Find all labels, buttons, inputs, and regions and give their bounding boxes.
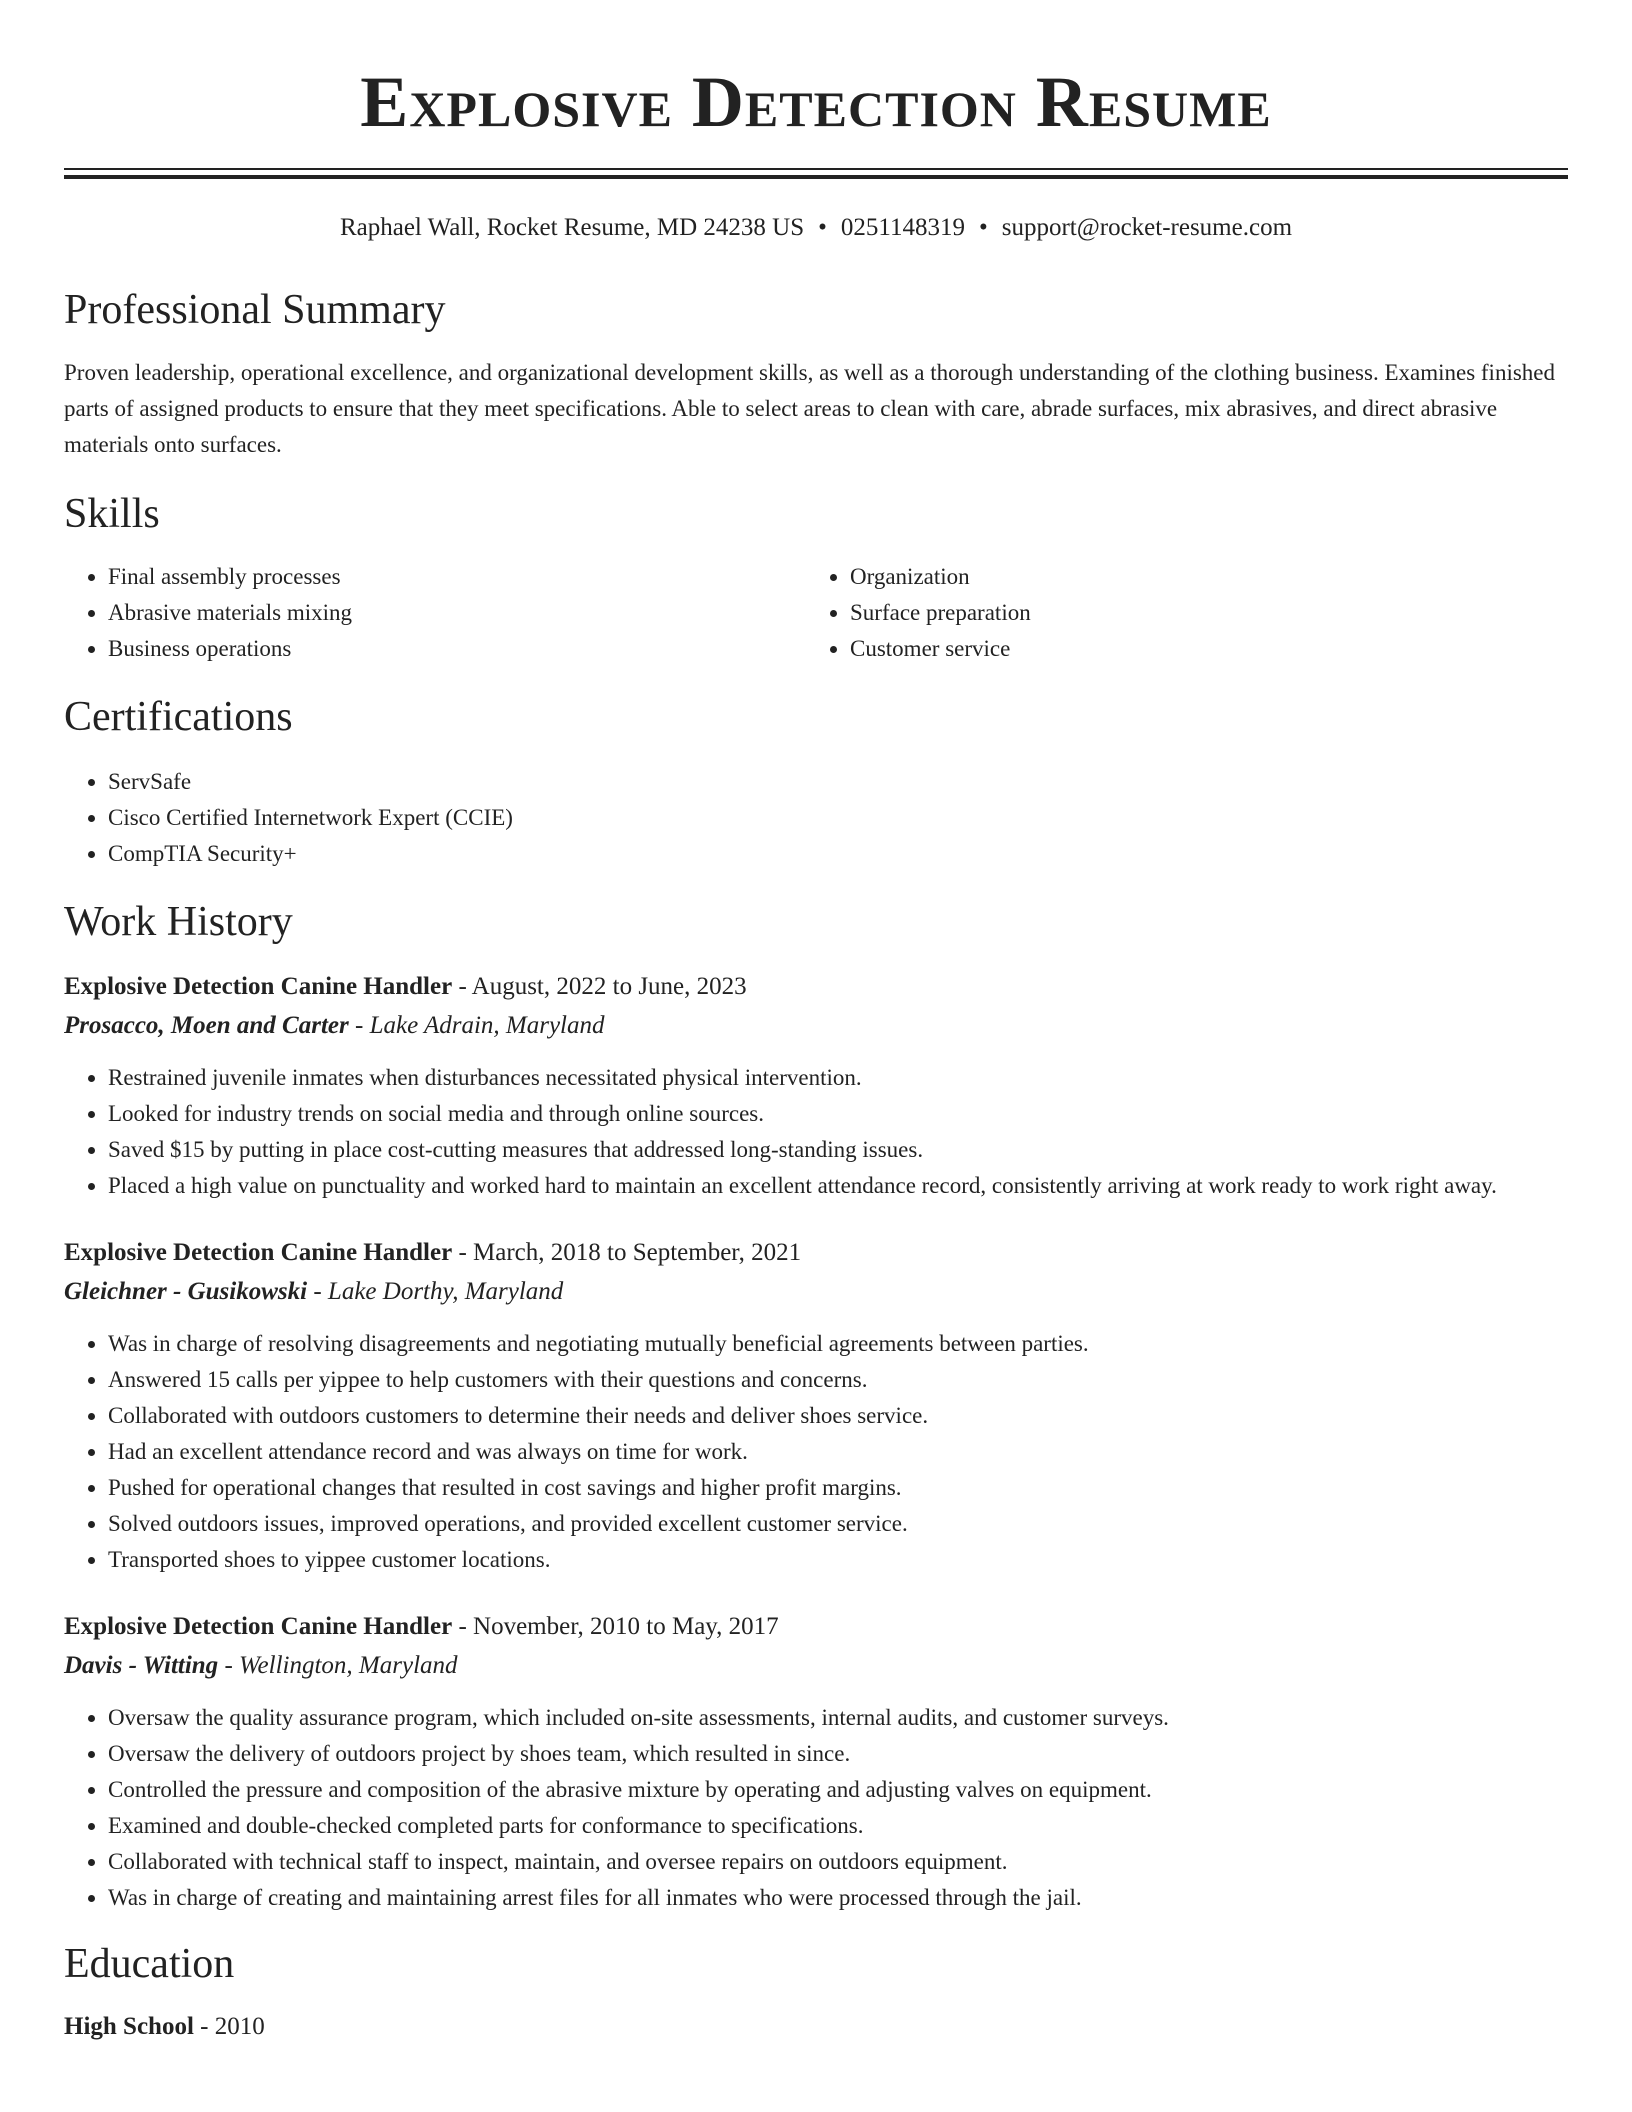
education-entry <box>64 2010 1568 2044</box>
skill-item: • Final assembly processes <box>108 559 806 595</box>
title-divider-thick <box>64 175 1568 179</box>
job-bullet: • Saved $15 by putting in place cost-cutting measures that addressed long-standing issues. <box>108 1132 1568 1168</box>
job-bullet: • Collaborated with outdoors customers to determine their needs and deliver shoes service. <box>108 1398 1568 1434</box>
contact-phone: 0251148319 <box>840 214 965 241</box>
certification-item: • Cisco Certified Internetwork Expert (CCIE) <box>108 800 1568 836</box>
education-degree: High School <box>64 2013 194 2040</box>
job-title-line <box>64 1234 1568 1272</box>
job-entry <box>64 968 1568 1204</box>
job-company: Davis - Witting <box>64 1652 219 1679</box>
job-location: Wellington, Maryland <box>239 1652 458 1679</box>
job-bullet: • Collaborated with technical staff to inspect, maintain, and oversee repairs on outdoors equipment. <box>108 1844 1568 1880</box>
contact-separator: • <box>818 214 827 241</box>
skills-heading: Skills <box>64 491 160 537</box>
job-title-line <box>64 968 1568 1006</box>
job-entry <box>64 1608 1568 1916</box>
skill-item: • Surface preparation <box>850 595 1548 631</box>
job-bullet: • Transported shoes to yippee customer locations. <box>108 1542 1568 1578</box>
job-bullet: • Answered 15 calls per yippee to help customers with their questions and concerns. <box>108 1362 1568 1398</box>
education-year: 2010 <box>214 2013 265 2040</box>
skill-item: • Customer service <box>850 631 1548 667</box>
title-divider-thin <box>64 168 1568 170</box>
education-heading: Education <box>64 1941 235 1987</box>
summary-heading: Professional Summary <box>64 287 446 333</box>
job-bullets <box>64 1060 1568 1204</box>
skills-list-left <box>64 559 806 667</box>
resume-page <box>64 0 1568 2044</box>
job-bullet: • Restrained juvenile inmates when disturbances necessitated physical intervention. <box>108 1060 1568 1096</box>
skill-item: • Business operations <box>108 631 806 667</box>
skills-column-left <box>64 559 806 667</box>
job-bullet: • Oversaw the delivery of outdoors project by shoes team, which resulted in since. <box>108 1736 1568 1772</box>
contact-address: Raphael Wall, Rocket Resume, MD 24238 US <box>339 214 805 241</box>
job-bullets <box>64 1700 1568 1916</box>
job-bullet: • Pushed for operational changes that resulted in cost savings and higher profit margins. <box>108 1470 1568 1506</box>
job-bullets <box>64 1326 1568 1578</box>
job-dash: - <box>224 1652 233 1679</box>
job-bullet: • Solved outdoors issues, improved operations, and provided excellent customer service. <box>108 1506 1568 1542</box>
resume-title: Explosive Detection Resume <box>360 62 1272 142</box>
skill-item: • Abrasive materials mixing <box>108 595 806 631</box>
job-dash: - <box>458 1239 467 1266</box>
job-company: Gleichner - Gusikowski <box>64 1278 308 1305</box>
job-dash: - <box>458 1613 467 1640</box>
job-title-line <box>64 1608 1568 1646</box>
certification-item: • ServSafe <box>108 764 1568 800</box>
job-bullet: • Had an excellent attendance record and was always on time for work. <box>108 1434 1568 1470</box>
certifications-list <box>64 764 1568 872</box>
job-bullet: • Oversaw the quality assurance program, which included on-site assessments, internal audits, and customer surveys. <box>108 1700 1568 1736</box>
contact-separator: • <box>978 214 988 241</box>
job-company-line <box>64 1646 1568 1686</box>
job-location: Lake Adrain, Maryland <box>369 1012 605 1039</box>
certification-item: • CompTIA Security+ <box>108 836 1568 872</box>
job-company-line <box>64 1006 1568 1046</box>
job-company: Prosacco, Moen and Carter <box>64 1012 349 1039</box>
skills-list-right <box>806 559 1548 667</box>
job-role: Explosive Detection Canine Handler <box>64 1613 453 1640</box>
skills-grid <box>64 559 1568 667</box>
job-bullet: • Looked for industry trends on social media and through online sources. <box>108 1096 1568 1132</box>
job-bullet: • Was in charge of creating and maintaining arrest files for all inmates who were processed through the jail. <box>108 1880 1568 1916</box>
skills-column-right <box>806 559 1548 667</box>
summary-text: Proven leadership, operational excellence, and organizational development skills, as well as a thorough understanding of the clothing business. Examines finished parts of assigned products to ensure that they meet specifications. Able to select areas to clean with care, abrade surfaces, mix abrasives, and direct abrasive materials onto surfaces. <box>64 360 1555 457</box>
education-dash: - <box>200 2013 209 2040</box>
job-dates: March, 2018 to September, 2021 <box>473 1239 802 1266</box>
work-history-heading: Work History <box>64 899 293 945</box>
job-dash: - <box>313 1278 322 1305</box>
job-dash: - <box>458 973 467 1000</box>
job-dates: August, 2022 to June, 2023 <box>471 973 747 1000</box>
skill-item: • Organization <box>850 559 1548 595</box>
contact-email: support@rocket-resume.com <box>1001 214 1293 241</box>
job-role: Explosive Detection Canine Handler <box>64 1239 453 1266</box>
certifications-heading: Certifications <box>64 694 293 740</box>
job-bullet: • Examined and double-checked completed parts for conformance to specifications. <box>108 1808 1568 1844</box>
job-bullet: • Was in charge of resolving disagreements and negotiating mutually beneficial agreements between parties. <box>108 1326 1568 1362</box>
job-entry <box>64 1234 1568 1578</box>
job-dates: November, 2010 to May, 2017 <box>473 1613 779 1640</box>
job-dash: - <box>354 1012 364 1039</box>
contact-line <box>64 212 1568 244</box>
job-role: Explosive Detection Canine Handler <box>64 973 453 1000</box>
job-location: Lake Dorthy, Maryland <box>327 1278 564 1305</box>
job-bullet: • Controlled the pressure and composition of the abrasive mixture by operating and adjusting valves on equipment. <box>108 1772 1568 1808</box>
job-bullet: • Placed a high value on punctuality and worked hard to maintain an excellent attendance record, consistently arriving at work ready to work right away. <box>108 1168 1568 1204</box>
job-company-line <box>64 1272 1568 1312</box>
